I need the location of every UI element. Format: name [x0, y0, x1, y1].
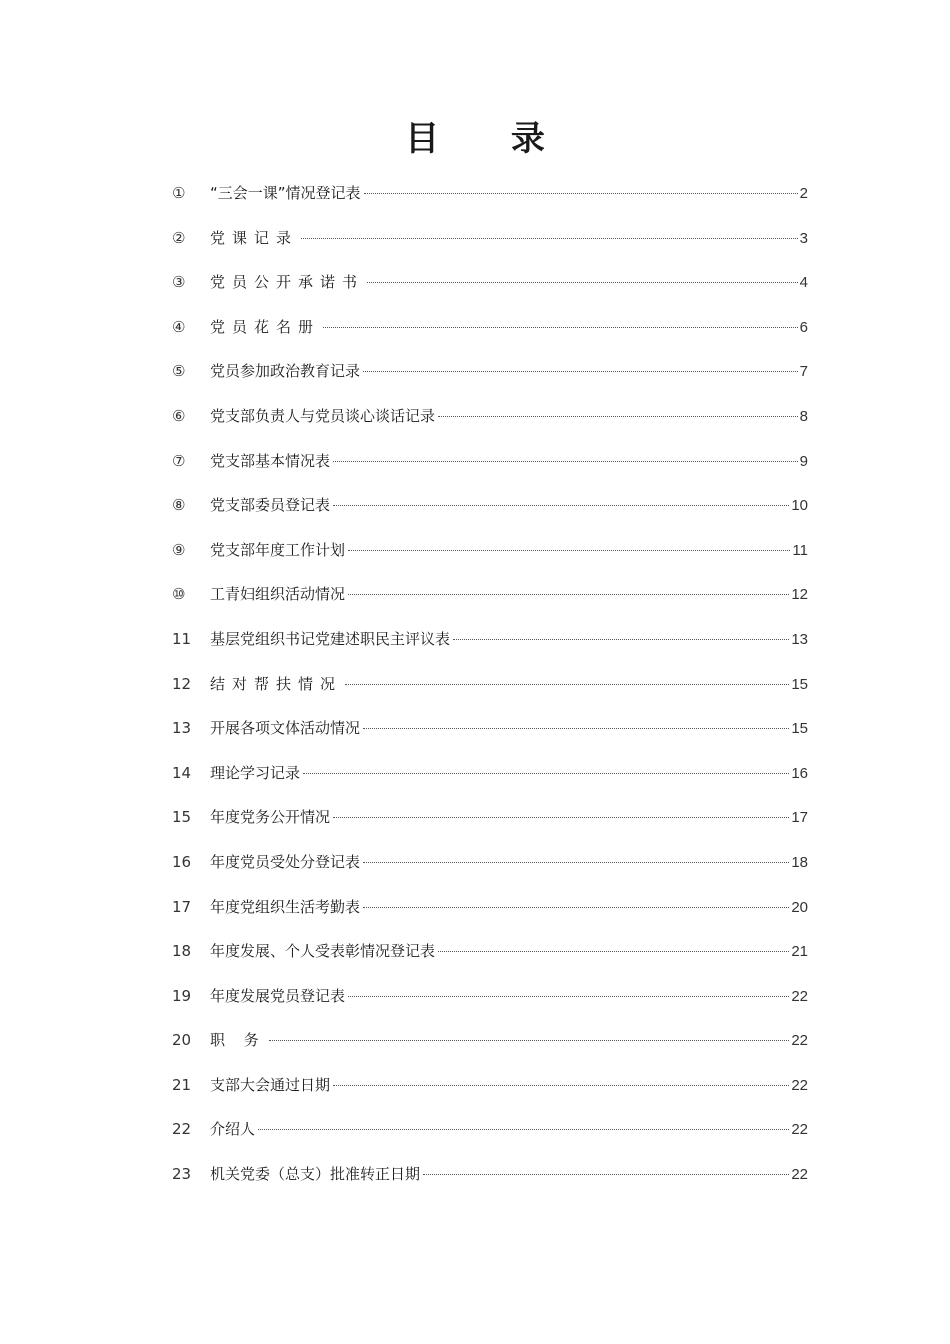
- toc-entry[interactable]: [172, 223, 808, 268]
- toc-entry-title: 年度发展党员登记表: [210, 986, 346, 1005]
- toc-entry[interactable]: [172, 624, 808, 669]
- toc-dot-leader: [333, 1085, 789, 1086]
- toc-entry-number: 15: [172, 808, 192, 827]
- toc-entry-page-number: 17: [791, 809, 808, 827]
- toc-dot-leader: [453, 639, 789, 640]
- toc-dot-leader: [301, 238, 798, 239]
- toc-entry-number: ③: [172, 273, 186, 292]
- toc-dot-leader: [423, 1174, 789, 1175]
- toc-entry[interactable]: [172, 178, 808, 223]
- toc-dot-leader: [345, 684, 789, 685]
- toc-entry-number: 23: [172, 1165, 192, 1184]
- toc-entry[interactable]: [172, 669, 808, 714]
- toc-entry-number: 14: [172, 763, 192, 782]
- toc-entry-number: ⑧: [172, 496, 186, 515]
- toc-entry-number: 12: [172, 674, 192, 693]
- toc-entry[interactable]: [172, 847, 808, 892]
- toc-entry[interactable]: [172, 1070, 808, 1115]
- toc-entry[interactable]: [172, 356, 808, 401]
- toc-entry-title: 党支部负责人与党员谈心谈话记录: [210, 406, 436, 425]
- toc-entry-page-number: 22: [791, 1076, 808, 1094]
- toc-entry-title: 介绍人: [210, 1120, 256, 1139]
- toc-dot-leader: [348, 996, 789, 997]
- toc-entry-number: 19: [172, 986, 192, 1005]
- toc-entry-title: 工青妇组织活动情况: [210, 585, 346, 604]
- toc-entry-title: 党支部基本情况表: [210, 451, 331, 470]
- toc-entry-number: 21: [172, 1075, 192, 1094]
- toc-dot-leader: [303, 773, 789, 774]
- toc-entry-title: 党支部年度工作计划: [210, 540, 346, 559]
- toc-entry-page-number: 22: [791, 1166, 808, 1184]
- toc-entry[interactable]: [172, 981, 808, 1026]
- toc-entry-page-number: 22: [791, 1032, 808, 1050]
- toc-entry-title: 党员公开承诺书: [210, 273, 365, 292]
- toc-dot-leader: [258, 1129, 789, 1130]
- toc-entry[interactable]: [172, 312, 808, 357]
- toc-entry-number: 17: [172, 897, 192, 916]
- toc-dot-leader: [333, 461, 798, 462]
- toc-dot-leader: [333, 505, 789, 506]
- toc-entry[interactable]: [172, 535, 808, 580]
- toc-entry[interactable]: [172, 579, 808, 624]
- toc-entry-number: ⑨: [172, 540, 186, 559]
- toc-entry-page-number: 22: [791, 987, 808, 1005]
- toc-dot-leader: [438, 416, 798, 417]
- toc-entry[interactable]: [172, 892, 808, 937]
- toc-entry[interactable]: [172, 267, 808, 312]
- toc-entry-title: 职 务: [210, 1031, 266, 1050]
- toc-entry-page-number: 13: [791, 630, 808, 648]
- toc-entry[interactable]: [172, 1114, 808, 1159]
- toc-entry-page-number: 2: [799, 185, 808, 202]
- toc-entry-number: 20: [172, 1031, 192, 1050]
- toc-entry[interactable]: [172, 1159, 808, 1204]
- toc-dot-leader: [367, 282, 798, 283]
- toc-entry[interactable]: [172, 401, 808, 446]
- toc-entry-page-number: 4: [799, 274, 808, 292]
- toc-entry-title: 年度党员受处分登记表: [210, 852, 361, 871]
- toc-dot-leader: [363, 907, 789, 908]
- toc-entry[interactable]: [172, 1025, 808, 1070]
- toc-entry[interactable]: [172, 758, 808, 803]
- toc-entry-title: 党员花名册: [210, 317, 321, 336]
- page-title: 目 录: [405, 119, 575, 159]
- toc-entry-page-number: 9: [799, 452, 808, 470]
- toc-entry-page-number: 7: [799, 363, 808, 381]
- toc-entry-title: 年度党组织生活考勤表: [210, 897, 361, 916]
- toc-entry-title: 开展各项文体活动情况: [210, 719, 361, 738]
- toc-entry-page-number: 21: [791, 943, 808, 961]
- toc-entry-number: ④: [172, 317, 186, 336]
- toc-entry-title: 党员参加政治教育记录: [210, 362, 361, 381]
- toc-entry[interactable]: [172, 490, 808, 535]
- toc-dot-leader: [363, 371, 798, 372]
- toc-entry-number: 16: [172, 852, 192, 871]
- toc-entry-number: 18: [172, 942, 192, 961]
- toc-entry-page-number: 20: [791, 898, 808, 916]
- toc-entry-number: ⑤: [172, 362, 186, 381]
- toc-dot-leader: [333, 817, 789, 818]
- toc-entry-title: 基层党组织书记党建述职民主评议表: [210, 629, 451, 648]
- toc-entry-page-number: 16: [791, 764, 808, 782]
- toc-dot-leader: [363, 728, 789, 729]
- toc-entry-title: “三会一课”情况登记表: [210, 184, 361, 202]
- toc-entry-title: 年度发展、个人受表彰情况登记表: [210, 942, 436, 961]
- toc-entry-number: ②: [172, 228, 186, 247]
- toc-entry[interactable]: [172, 802, 808, 847]
- toc-entry[interactable]: [172, 446, 808, 491]
- toc-entry-page-number: 18: [791, 853, 808, 871]
- toc-dot-leader: [438, 951, 789, 952]
- toc-dot-leader: [348, 594, 789, 595]
- toc-dot-leader: [348, 550, 790, 551]
- toc-entry-page-number: 15: [791, 675, 808, 693]
- toc-entry[interactable]: [172, 936, 808, 981]
- toc-entry-title: 党支部委员登记表: [210, 496, 331, 515]
- toc-entry-number: ⑦: [172, 451, 186, 470]
- toc-dot-leader: [363, 862, 789, 863]
- toc-entry-title: 年度党务公开情况: [210, 808, 331, 827]
- toc-entry-number: ⑩: [172, 585, 186, 604]
- toc-entry-title: 机关党委（总支）批准转正日期: [210, 1165, 421, 1184]
- toc-entry-number: ⑥: [172, 406, 186, 425]
- table-of-contents: [172, 178, 808, 1204]
- toc-entry-page-number: 3: [799, 229, 808, 247]
- toc-entry-title: 结对帮扶情况: [210, 674, 343, 693]
- toc-dot-leader: [364, 193, 798, 194]
- toc-dot-leader: [269, 1040, 790, 1041]
- toc-entry-number: 22: [172, 1120, 192, 1139]
- toc-entry-page-number: 6: [799, 318, 808, 336]
- toc-entry-page-number: 15: [791, 720, 808, 738]
- toc-entry-number: ①: [172, 184, 186, 202]
- toc-entry-page-number: 22: [791, 1121, 808, 1139]
- toc-dot-leader: [323, 327, 798, 328]
- toc-entry-page-number: 11: [792, 541, 808, 559]
- toc-entry-title: 理论学习记录: [210, 763, 301, 782]
- toc-entry[interactable]: [172, 713, 808, 758]
- toc-entry-title: 党课记录: [210, 228, 299, 247]
- toc-entry-page-number: 10: [791, 497, 808, 515]
- toc-entry-page-number: 12: [791, 586, 808, 604]
- toc-entry-page-number: 8: [799, 407, 808, 425]
- toc-entry-number: 11: [172, 629, 192, 648]
- toc-entry-title: 支部大会通过日期: [210, 1075, 331, 1094]
- toc-entry-number: 13: [172, 719, 192, 738]
